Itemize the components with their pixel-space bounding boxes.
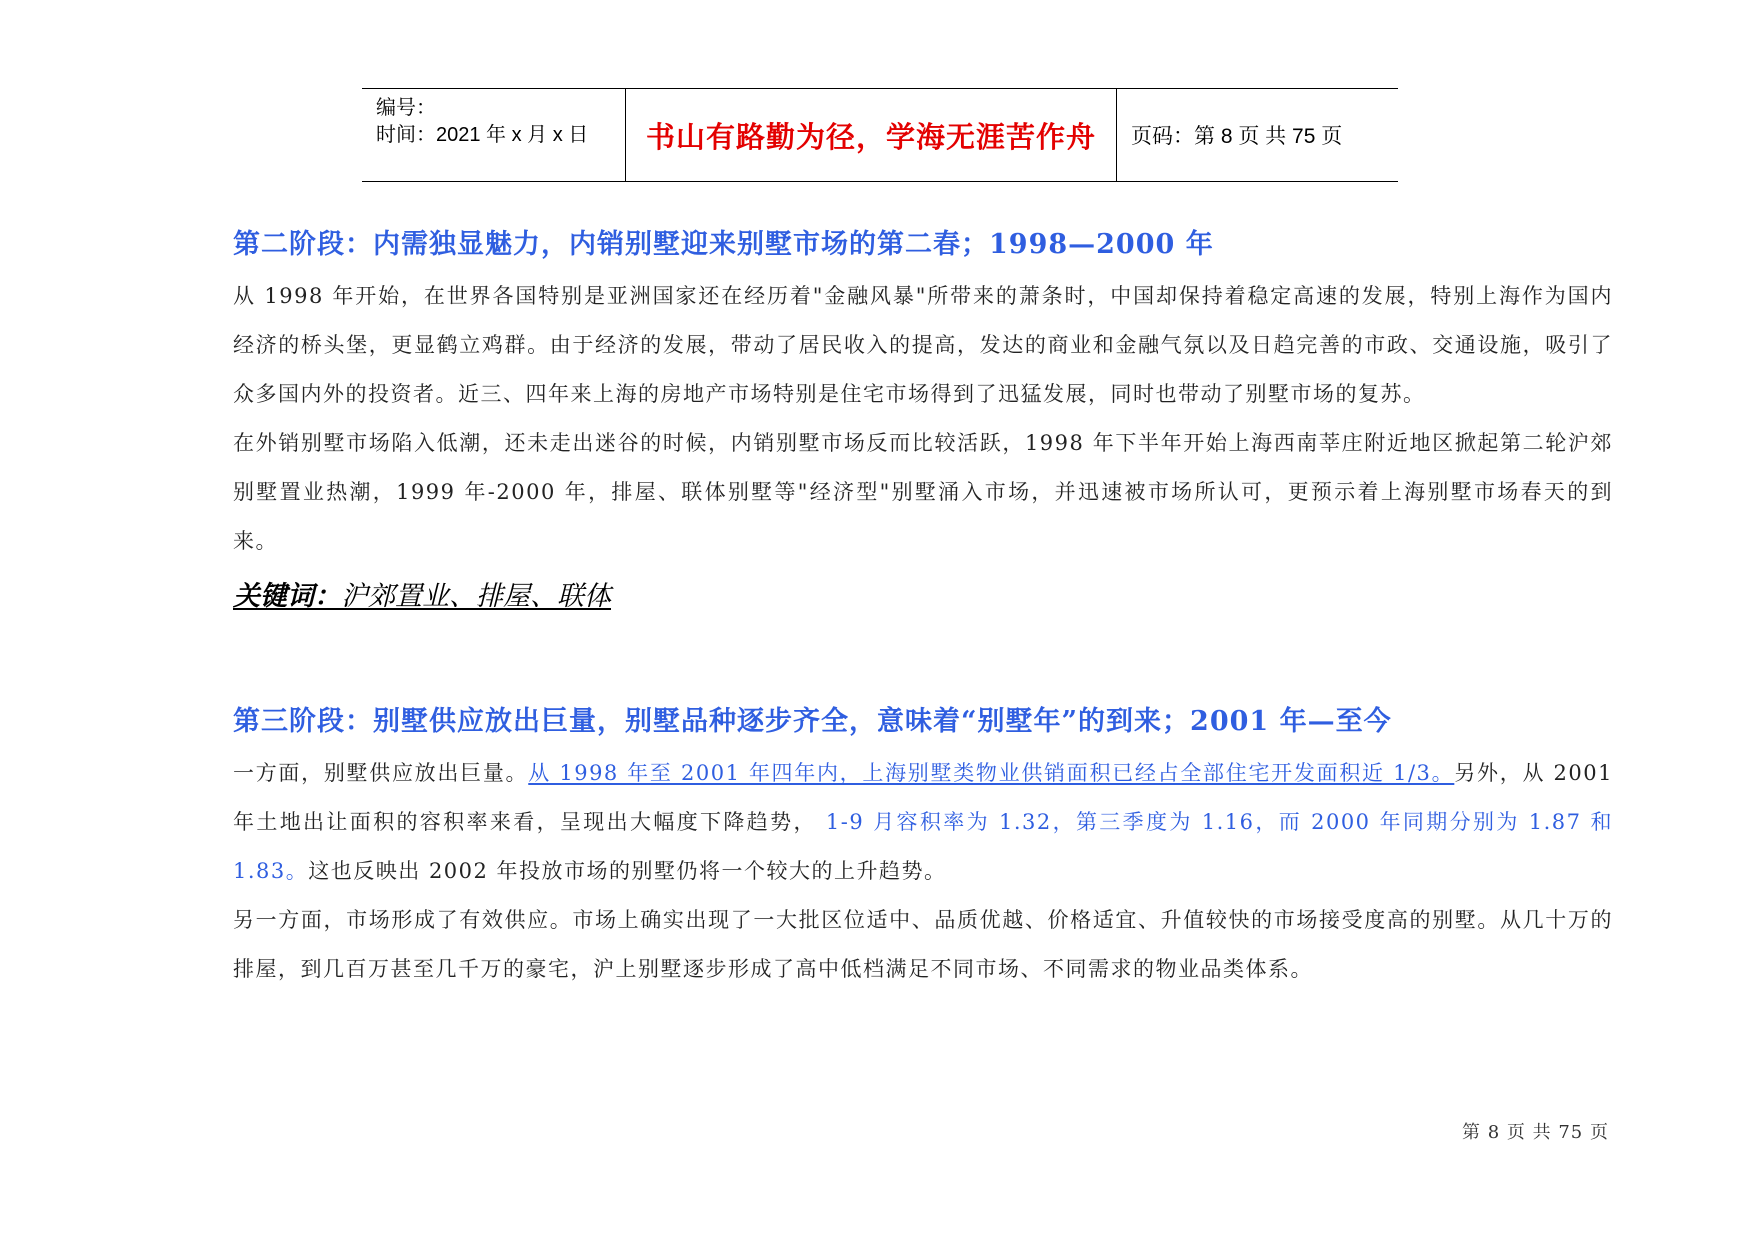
section-spacer xyxy=(233,620,1613,695)
header-info-cell xyxy=(362,89,626,181)
header-motto: 书山有路勤为径，学海无涯苦作舟 xyxy=(626,89,1117,181)
document-body xyxy=(233,218,1613,994)
section3-p1-highlight: 1-9 月容积率为 1.32，第三季度为 1.16，而 2000 年同期分别为 1.87 和 1.83。 xyxy=(233,810,1614,883)
keywords-values: 沪郊置业、排屋、联体 xyxy=(341,581,611,612)
section2-heading: 第二阶段：内需独显魅力，内销别墅迎来别墅市场的第二春；1998—2000 年 xyxy=(233,229,1214,260)
section3-heading: 第三阶段：别墅供应放出巨量，别墅品种逐步齐全，意味着“别墅年”的到来；2001 年—至今 xyxy=(233,706,1392,737)
section2-paragraph-1: 从 1998 年开始，在世界各国特别是亚洲国家还在经历着"金融风暴"所带来的萧条时，中国却保持着稳定高速的发展，特别上海作为国内经济的桥头堡，更显鹤立鸡群。由于经济的发展，带动了居民收入的提高，发达的商业和金融气氛以及日趋完善的市政、交通设施，吸引了众多国内外的投资者。近三、四年来上海的房地产市场特别是住宅市场得到了迅猛发展，同时也带动了别墅市场的复苏。 xyxy=(233,284,1613,406)
section2-keywords xyxy=(233,574,1613,620)
section3-p1-end: 这也反映出 2002 年投放市场的别墅仍将一个较大的上升趋势。 xyxy=(308,859,947,883)
section3-p1-intro: 一方面，别墅供应放出巨量。 xyxy=(233,761,529,785)
section3-paragraph-2: 另一方面，市场形成了有效供应。市场上确实出现了一大批区位适中、品质优越、价格适宜、升值较快的市场接受度高的别墅。从几十万的排屋，到几百万甚至几千万的豪宅，沪上别墅逐步形成了高中低档满足不同市场、不同需求的物业品类体系。 xyxy=(233,908,1613,981)
section2-paragraph-2: 在外销别墅市场陷入低潮，还未走出迷谷的时候，内销别墅市场反而比较活跃，1998 年下半年开始上海西南莘庄附近地区掀起第二轮沪郊别墅置业热潮，1999 年-2000 年，排屋、联体别墅等"经济型"别墅涌入市场，并迅速被市场所认可，更预示着上海别墅市场春天的到来。 xyxy=(233,431,1613,553)
keywords-label: 关键词： xyxy=(233,581,341,612)
header-page-code: 页码：第 8 页 共 75 页 xyxy=(1131,125,1343,148)
section3-p1-middle: 另外，从 2001 年土地出让面积的容积率来看，呈现出大幅度下降趋势， xyxy=(233,761,1614,834)
section3-p1-link[interactable]: 从 1998 年至 2001 年四年内，上海别墅类物业供销面积已经占全部住宅开发面积近 1/3。 xyxy=(528,761,1455,785)
section3-paragraph-1 xyxy=(233,749,1613,896)
header-time-label: 时间：2021 年 x 月 x 日 xyxy=(376,124,589,146)
header-number-label: 编号： xyxy=(376,97,436,119)
page-footer: 第 8 页 共 75 页 xyxy=(1462,1122,1609,1143)
page-header xyxy=(362,88,1398,182)
